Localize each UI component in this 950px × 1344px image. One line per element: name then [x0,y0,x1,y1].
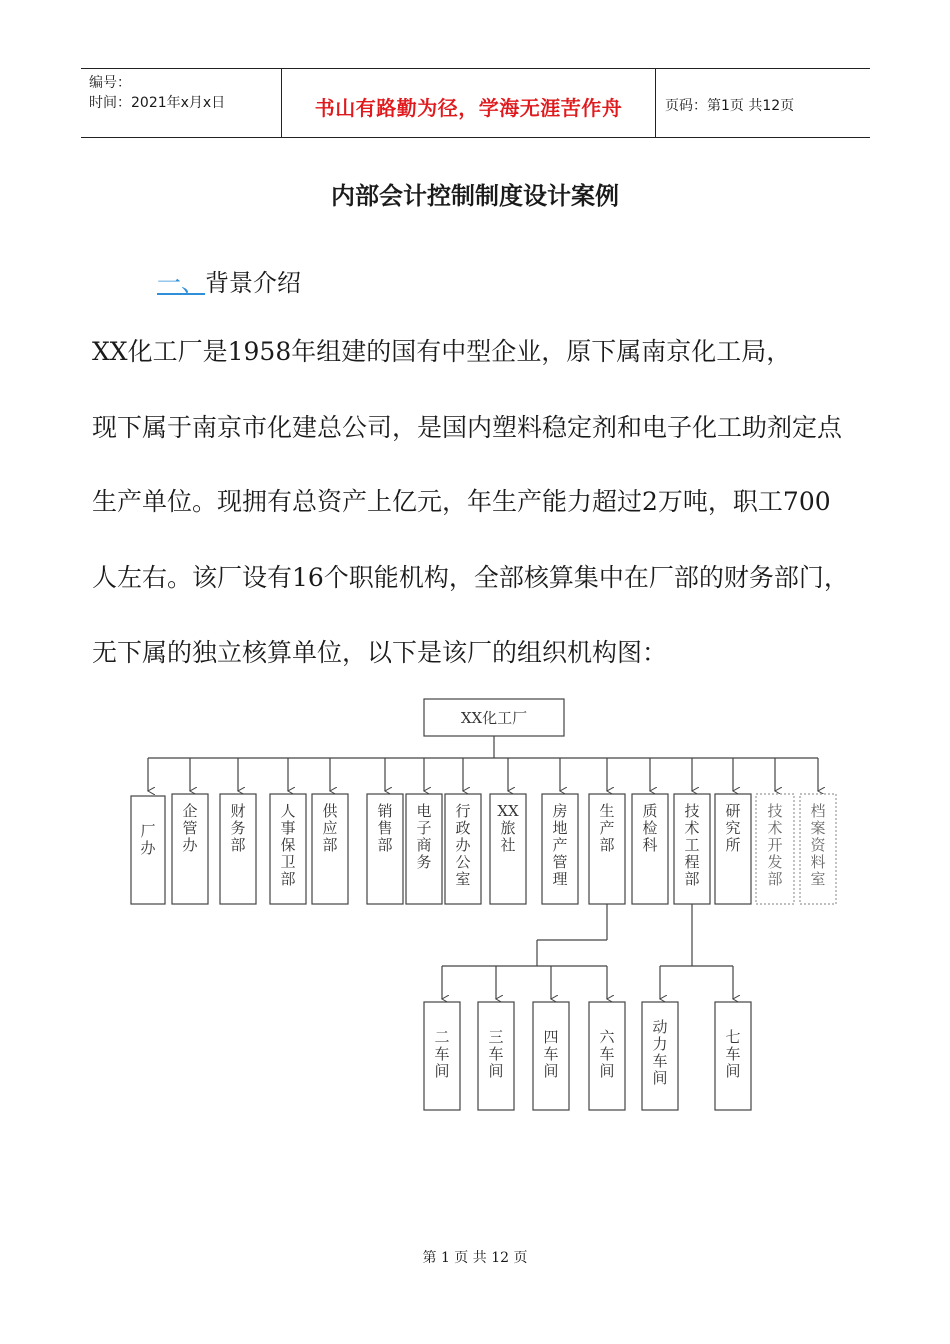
org-box-char: 间 [725,1062,741,1080]
org-box-char: 车 [725,1045,741,1063]
org-box-char: 销 [377,802,393,820]
org-box-char: 部 [684,870,700,888]
org-box-char: 产 [552,836,568,854]
workshop-box [533,1002,569,1110]
department-box [445,794,481,904]
workshop-box [642,1002,678,1110]
org-box-char: 子 [416,819,432,837]
org-box-char: 旅 [500,819,516,837]
org-box-char: 质 [642,802,658,820]
org-box-char: 卫 [280,853,296,871]
org-box-char: 办 [140,839,156,857]
department-box [674,794,710,904]
section-title: 背景介绍 [205,269,301,297]
org-box-char: 车 [488,1045,504,1063]
org-box-char: 四 [543,1028,559,1046]
org-box-char: 车 [543,1045,559,1063]
org-box-char: 管 [552,853,568,871]
org-box-char: 部 [599,836,615,854]
department-box [406,794,442,904]
department-box [131,796,165,904]
org-box-char: 地 [552,819,568,837]
workshop-box [715,1002,751,1110]
org-box-char: 术 [684,819,700,837]
org-box-char: 公 [455,853,471,871]
org-box-char: 技 [684,802,700,820]
number-label: 编号： [89,75,131,91]
document-title: 内部会计控制制度设计案例 [331,182,619,210]
org-box-char: 所 [725,836,741,854]
workshop-box [589,1002,625,1110]
org-box-char: 人 [280,802,296,820]
department-box [715,794,751,904]
paragraph-line: XX化工厂是1958年组建的国有中型企业，原下属南京化工局， [92,337,792,366]
department-box [270,794,306,904]
paragraph-line: 生产单位。现拥有总资产上亿元，年生产能力超过2万吨，职工700 [92,487,831,516]
section-number: 一、 [157,269,205,297]
org-box-char: 发 [767,853,783,871]
org-box-char: 保 [280,836,296,854]
org-root-label: XX化工厂 [460,709,528,727]
org-box-char: 车 [599,1045,615,1063]
org-box-char: 政 [455,819,471,837]
org-box-char: 案 [810,819,826,837]
department-box [312,794,348,904]
org-box-char: 房 [552,802,568,820]
org-box-char: 行 [455,802,471,820]
org-box-char: 部 [280,870,296,888]
org-box-char: 部 [377,836,393,854]
org-box-char: 资 [810,836,826,854]
org-box-char: 事 [280,819,296,837]
org-box-char: 财 [230,802,246,820]
department-box [172,794,208,904]
org-box-char: 社 [500,836,516,854]
org-box-char: 二 [434,1028,450,1046]
org-box-char: 三 [488,1028,504,1046]
org-box-char: 间 [488,1062,504,1080]
org-box-char: 程 [684,853,700,871]
org-box-char: 动 [652,1018,668,1036]
org-box-char: 务 [416,853,432,871]
org-box-char: 力 [652,1035,668,1053]
org-box-char: 间 [599,1062,615,1080]
header-motto: 书山有路勤为径，学海无涯苦作舟 [314,96,623,120]
org-box-char: 间 [543,1062,559,1080]
workshop-box [424,1002,460,1110]
org-box-char: 开 [767,836,783,854]
time-label: 时间：2021年x月x日 [89,95,226,111]
org-box-char: 车 [434,1045,450,1063]
org-box-char: 料 [810,853,826,871]
org-box-char: 检 [642,819,658,837]
paragraph-line: 现下属于南京市化建总公司，是国内塑料稳定剂和电子化工助剂定点 [92,413,843,442]
org-box-char: 电 [416,802,432,820]
org-box-char: 务 [230,819,246,837]
org-box-char: 办 [182,836,198,854]
paragraph-line: 无下属的独立核算单位，以下是该厂的组织机构图： [92,638,668,667]
org-box-char: 商 [416,836,432,854]
org-box-char: 室 [810,870,826,888]
department-box [220,794,256,904]
department-box [542,794,578,904]
department-box [589,794,625,904]
org-box-char: 研 [725,802,741,820]
org-box-char: 售 [377,819,393,837]
workshop-box [478,1002,514,1110]
org-box-char: 生 [599,802,615,820]
org-box-char: 理 [552,870,568,888]
org-box-char: 间 [652,1069,668,1087]
org-box-char: 术 [767,819,783,837]
page-footer: 第 1 页 共 12 页 [422,1250,528,1266]
org-box-char: 七 [725,1028,741,1046]
org-box-char: 部 [230,836,246,854]
org-box-char: 企 [182,802,198,820]
department-box [367,794,403,904]
department-box [632,794,668,904]
org-box-char: 应 [322,819,338,837]
org-box-char: 档 [810,802,826,820]
department-box [756,794,794,904]
org-box-char: 供 [322,802,338,820]
org-box-char: 间 [434,1062,450,1080]
org-box-char: 室 [455,870,471,888]
department-box [490,794,526,904]
org-box-char: 技 [767,802,783,820]
org-box-char: 究 [725,819,741,837]
org-box-char: 车 [652,1052,668,1070]
org-box-char: 部 [322,836,338,854]
org-box-char: 科 [642,836,658,854]
org-box-char: XX [497,802,519,820]
org-box-char: 六 [599,1028,615,1046]
org-root-box [424,699,564,736]
department-box [800,794,836,904]
paragraph-line: 人左右。该厂设有16个职能机构，全部核算集中在厂部的财务部门， [92,563,849,592]
org-box-char: 厂 [140,822,156,840]
org-box-char: 产 [599,819,615,837]
org-box-char: 办 [455,836,471,854]
org-box-char: 管 [182,819,198,837]
org-box-char: 工 [684,836,700,854]
page-info: 页码：第1页 共12页 [665,98,795,114]
org-box-char: 部 [767,870,783,888]
